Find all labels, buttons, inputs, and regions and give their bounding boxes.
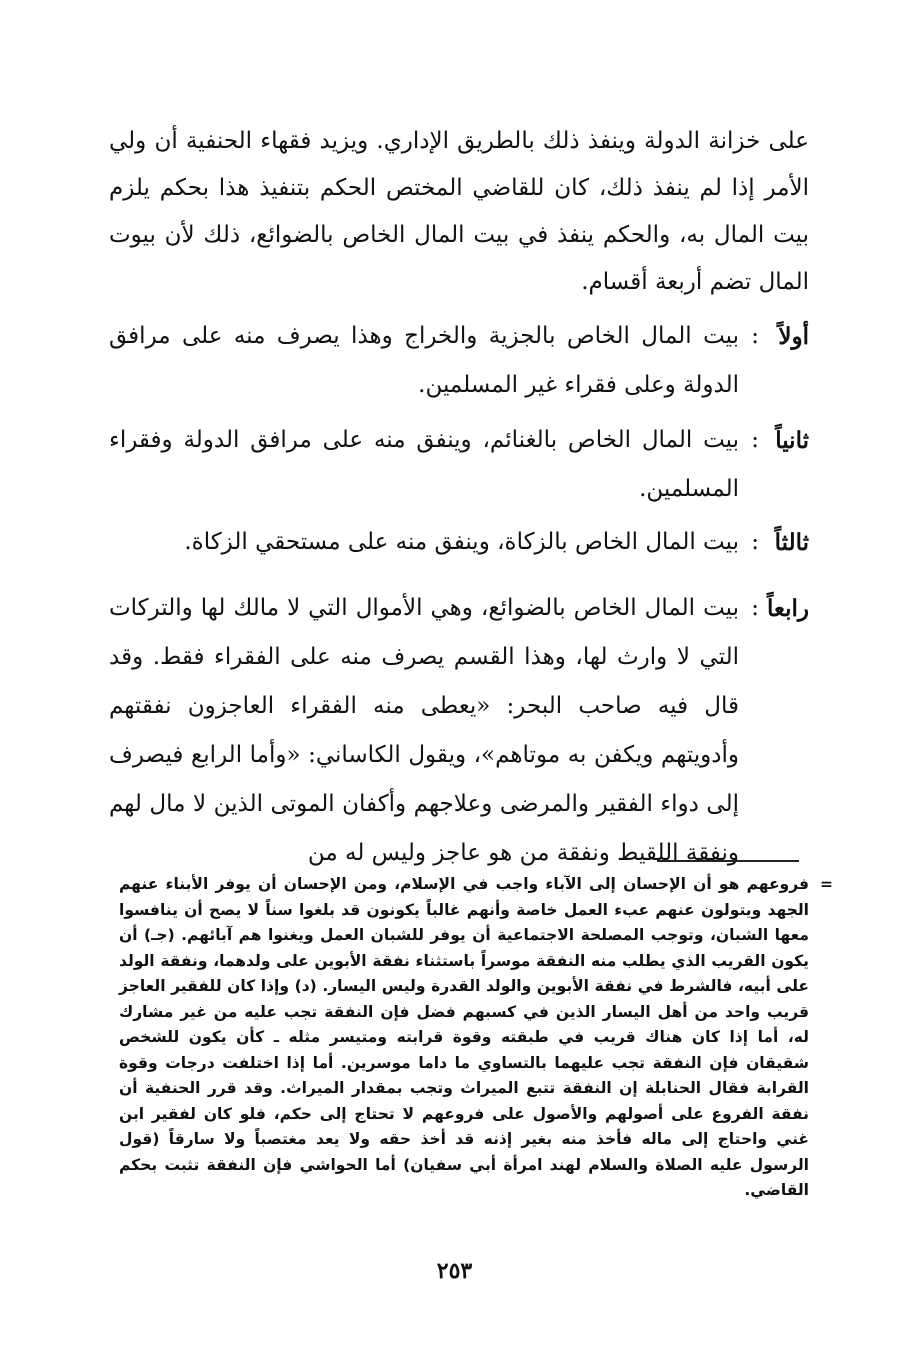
footnote-text: فروعهم هو أن الإحسان إلى الآباء واجب في الإسلام، ومن الإحسان أن يوفر الأبناء عنهم الجهد ويتولون عنهم عبء العمل خاصة وأنهم غالباً يكونون قد بلغوا سناً لا يصح أن ينافسوا معها الشبان، وتوجب المصلحة الاجتماعية أن يوفر للشبان العمل ويغنوا هم آبائهم. (جـ) أن يكون القريب الذي يطلب منه النفقة موسراً باستثناء نفقة الأبوين على ولدهما، ونفقة الولد على أبيه، فالشرط في نفقة الأبوين والولد القدرة وليس اليسار. (د) وإذا كان للفقير العاجز قريب واحد من أهل اليسار الذين في كسبهم فضل فإن النفقة تجب عليه من غير مشارك له، أما إذا كان هناك قريب في طبقته وقوة قرابته ومتيسر مثله ـ كأن يكون للشخص شقيقان فإن النفقة تجب عليهما بالتساوي ما داما موسرين. أما إذا اختلفت درجات وقوة القرابة فقال الحنابلة إن النفقة تتبع الميراث وتجب بمقدار الميراث. وقد قرر الحنفية أن نفقة الفروع على أصولهم والأصول على فروعهم لا تحتاج إلى حكم، فلو كان لفقير ابن غني واحتاج إلى ماله فأخذ منه بغير إذنه قد أخذ حقه ولا يعد مغتصباً ولا سارقاً (قول الرسول عليه الصلاة والسلام لهند امرأة أبي سفيان) أما الحواشي فإن النفقة تثبت بحكم القاضي.: [119, 875, 809, 1199]
footnote-continuation-mark: =: [820, 875, 833, 893]
item-text: بيت المال الخاص بالجزية والخراج وهذا يصرف منه على مرافق الدولة وعلى فقراء غير المسلمين.: [109, 323, 739, 398]
item-label: ثانياً: [775, 427, 809, 454]
list-item-fourth: [109, 584, 809, 878]
intro-paragraph: على خزانة الدولة وينفذ ذلك بالطريق الإداري. ويزيد فقهاء الحنفية أن ولي الأمر إذا لم ينفذ ذلك، كان للقاضي المختص الحكم بتنفيذ هذا بحكم يلزم بيت المال به، والحكم ينفذ في بيت المال الخاص بالضوائع، ذلك لأن بيوت المال تضم أربعة أقسام.: [109, 128, 809, 295]
item-text: بيت المال الخاص بالزكاة، وينفق منه على مستحقي الزكاة.: [184, 529, 739, 555]
item-label: رابعاً: [766, 595, 809, 622]
item-label: ثالثاً: [774, 529, 809, 556]
item-text: بيت المال الخاص بالغنائم، وينفق منه على مرافق الدولة وفقراء المسلمين.: [109, 427, 739, 502]
item-colon: :: [751, 595, 759, 621]
footnote: [119, 872, 833, 1204]
item-body: [109, 584, 759, 878]
item-colon: :: [751, 529, 759, 555]
item-body: [109, 312, 759, 410]
footnote-separator: [657, 860, 799, 862]
list-item-first: [109, 312, 809, 410]
list-item-third: [109, 518, 809, 567]
item-colon: :: [751, 323, 759, 349]
item-colon: :: [751, 427, 759, 453]
page-number: ٢٥٣: [436, 1258, 473, 1284]
item-label: أولاً: [778, 323, 809, 350]
item-text: بيت المال الخاص بالضوائع، وهي الأموال التي لا مالك لها والتركات التي لا وارث لها، وهذا القسم يصرف منه على الفقراء فقط. وقد قال فيه صاحب البحر: «يعطى منه الفقراء العاجزون نفقتهم وأدويتهم ويكفن به موتاهم»، ويقول الكاساني: «وأما الرابع فيصرف إلى دواء الفقير والمرضى وعلاجهم وأكفان الموتى الذين لا مال لهم ونفقة اللقيط ونفقة من هو عاجز وليس له من: [109, 595, 739, 866]
item-body: [109, 518, 759, 567]
item-body: [109, 416, 759, 514]
list-item-second: [109, 416, 809, 514]
